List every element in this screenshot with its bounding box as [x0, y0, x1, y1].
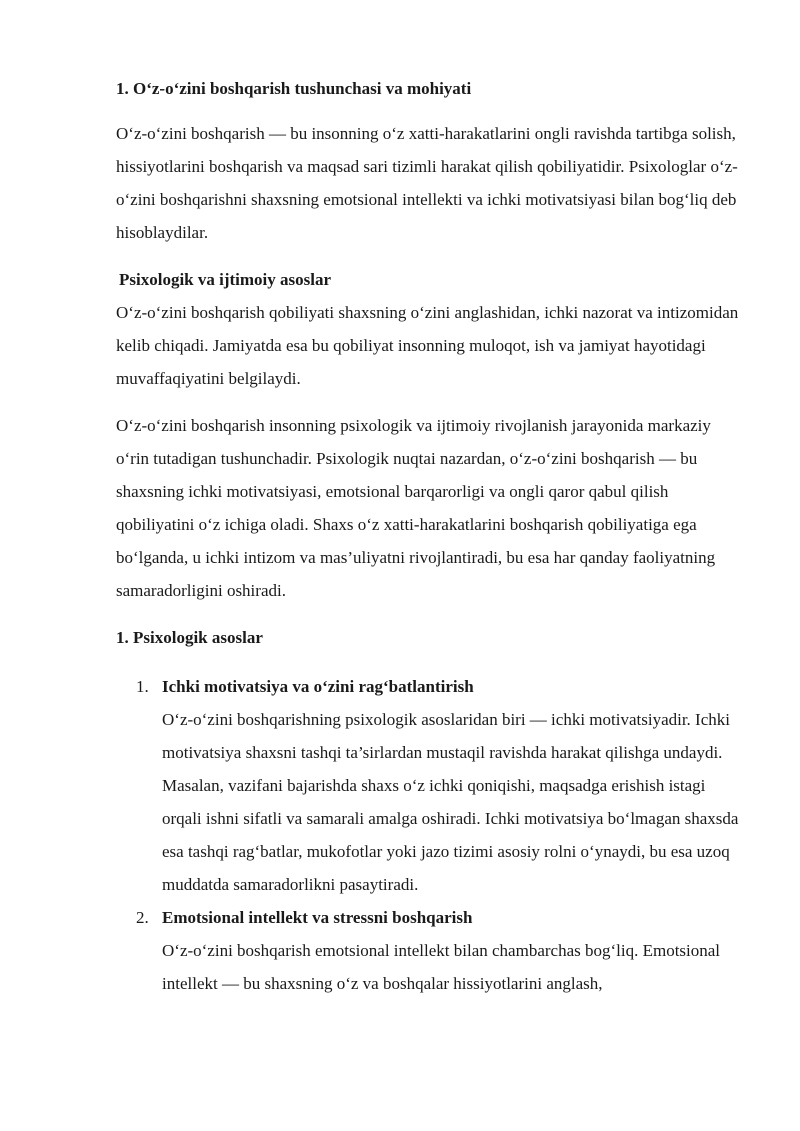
list-item-title: Ichki motivatsiya va o‘zini rag‘batlantirish [162, 677, 474, 696]
list-item-body: O‘z-o‘zini boshqarishning psixologik asoslaridan biri — ichki motivatsiyadir. Ichki motivatsiya shaxsni tashqi ta’sirlardan mustaqil ravishda harakat qilishga undaydi. Masalan, vazifani bajarishda shaxs o‘z ichki qoniqishi, maqsadga erishish istagi orqali ishni sifatli va samarali amalga oshiradi. Ichki motivatsiya bo‘lmagan shaxsda esa tashqi rag‘batlar, mukofotlar yoki jazo tizimi asosiy rolni o‘ynaydi, bu esa uzoq muddatda samaradorlikni pasaytiradi. [162, 710, 739, 894]
list-item-body: O‘z-o‘zini boshqarish emotsional intellekt bilan chambarchas bog‘liq. Emotsional intellekt — bu shaxsning o‘z va boshqalar hissiyotlarini anglash, [162, 941, 721, 993]
document-page [116, 72, 746, 1000]
numbered-list [116, 670, 746, 1000]
list-item [116, 670, 746, 901]
document-heading: 1. O‘z-o‘zini boshqarish tushunchasi va mohiyati [116, 79, 472, 98]
list-item-number: 2. [136, 908, 149, 927]
list-item [116, 901, 746, 1000]
list-item-title: Emotsional intellekt va stressni boshqarish [162, 908, 473, 927]
intro-paragraph: O‘z-o‘zini boshqarish — bu insonning o‘z xatti-harakatlarini ongli ravishda tartibga solish, hissiyotlarini boshqarish va maqsad sari tizimli harakat qilish qobiliyatidir. Psixologlar o‘z-o‘zini boshqarishni shaxsning emotsional intellekti va ichki motivatsiyasi bilan bog‘liq deb hisoblaydilar. [116, 124, 738, 242]
subheading-paragraph: O‘z-o‘zini boshqarish qobiliyati shaxsning o‘zini anglashidan, ichki nazorat va intizomidan kelib chiqadi. Jamiyatda esa bu qobiliyat insonning muloqot, ish va jamiyat hayotidagi muvaffaqiyatini belgilaydi. [116, 303, 739, 388]
main-paragraph: O‘z-o‘zini boshqarish insonning psixologik va ijtimoiy rivojlanish jarayonida markaziy o‘rin tutadigan tushunchadir. Psixologik nuqtai nazardan, o‘z-o‘zini boshqarish — bu shaxsning ichki motivatsiyasi, emotsional barqarorligi va ongli qaror qabul qilish qobiliyatini o‘z ichiga oladi. Shaxs o‘z xatti-harakatlarini boshqarish qobiliyatiga ega bo‘lganda, u ichki intizom va mas’uliyatni rivojlantiradi, bu esa har qanday faoliyatning samaradorligini oshiradi. [116, 416, 716, 600]
list-item-number: 1. [136, 677, 149, 696]
subheading: Psixologik va ijtimoiy asoslar [119, 270, 332, 289]
section-heading: 1. Psixologik asoslar [116, 628, 263, 647]
